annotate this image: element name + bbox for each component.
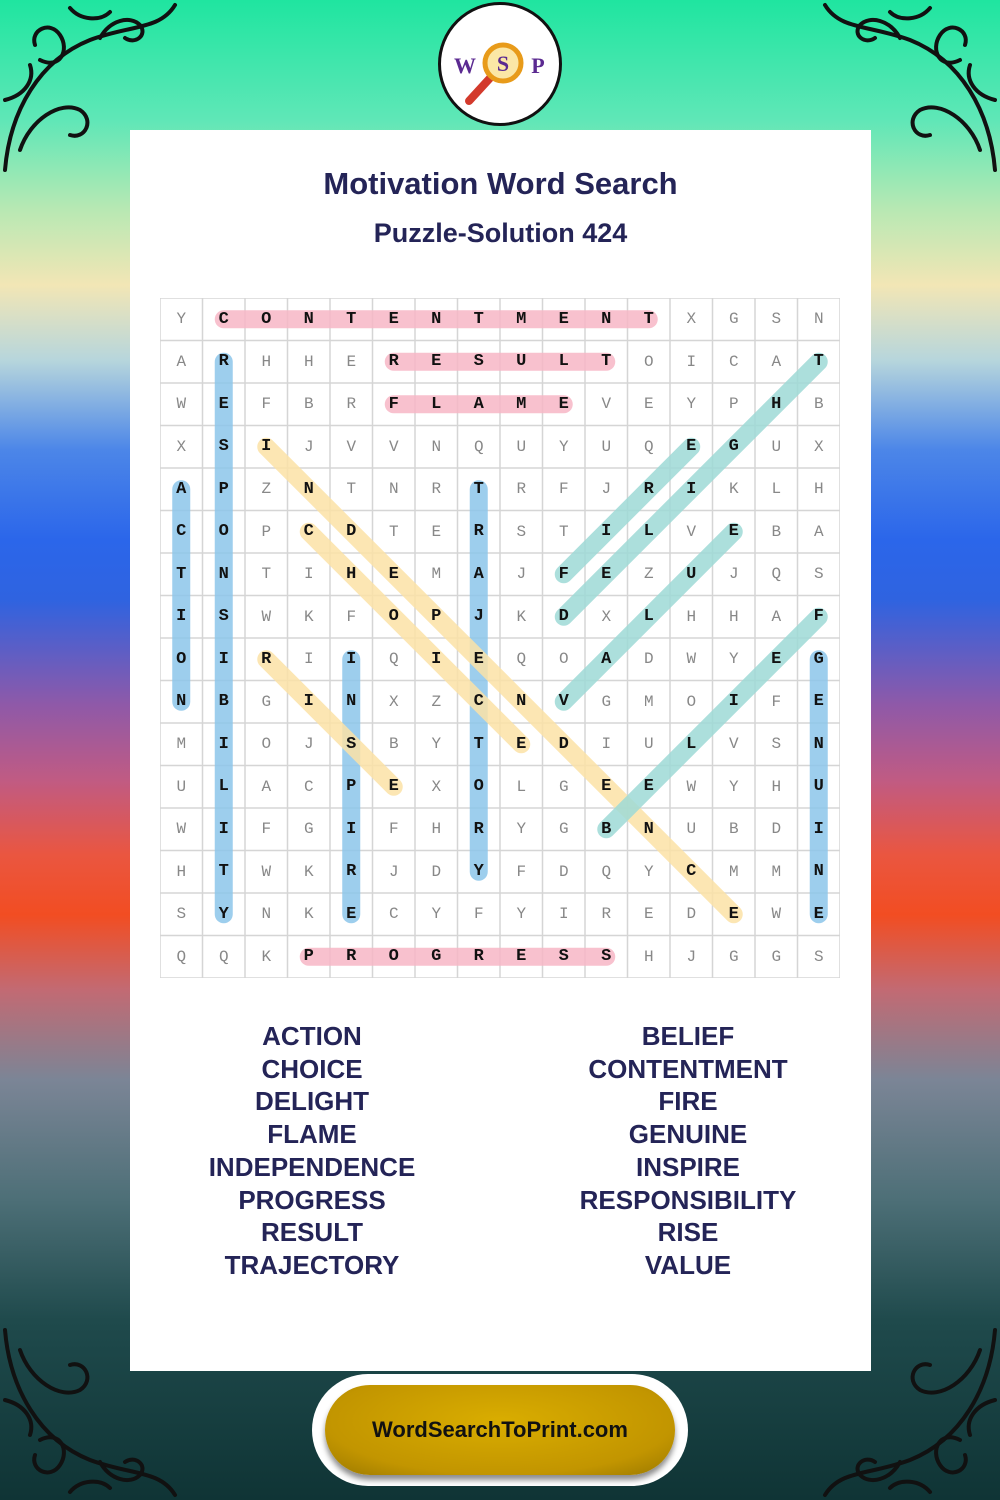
grid-cell[interactable]: T xyxy=(473,479,484,499)
grid-cell[interactable]: Y xyxy=(643,862,654,881)
grid-cell[interactable]: A xyxy=(813,522,824,541)
logo-letter-w: W xyxy=(454,53,476,78)
grid-cell[interactable]: P xyxy=(218,479,229,499)
grid-cell[interactable]: C xyxy=(686,862,697,882)
grid-cell[interactable]: M xyxy=(643,692,654,711)
word-list-item: BELIEF xyxy=(641,1021,735,1051)
grid-cell[interactable]: I xyxy=(303,565,314,584)
grid-cell[interactable]: S xyxy=(771,735,782,754)
grid-cell[interactable]: V xyxy=(346,437,357,456)
grid-cell[interactable]: T xyxy=(813,352,824,372)
grid-cell[interactable]: F xyxy=(813,607,824,627)
grid-cell[interactable]: M xyxy=(771,862,782,881)
grid-cell[interactable]: O xyxy=(473,777,484,797)
grid-cell[interactable]: C xyxy=(176,522,187,542)
grid-cell[interactable]: V xyxy=(601,395,612,414)
grid-cell[interactable]: N xyxy=(303,309,314,329)
grid-cell[interactable]: E xyxy=(728,522,739,542)
grid-cell[interactable]: A xyxy=(176,479,187,499)
grid-cell[interactable]: Q xyxy=(643,437,654,456)
grid-cell[interactable]: N xyxy=(431,309,442,329)
grid-cell[interactable]: G xyxy=(303,820,314,839)
grid-cell[interactable]: R xyxy=(218,352,229,372)
magnifier-icon xyxy=(441,5,559,123)
puzzle-card xyxy=(130,130,871,1371)
grid-cell[interactable]: T xyxy=(473,309,484,329)
grid-cell[interactable]: D xyxy=(558,607,569,627)
grid-cell[interactable]: O xyxy=(388,947,399,967)
grid-cell[interactable]: E xyxy=(558,309,569,329)
grid-cell[interactable]: L xyxy=(516,777,527,796)
grid-cell[interactable]: G xyxy=(813,649,824,669)
grid-cell[interactable]: R xyxy=(261,649,272,669)
grid-cell[interactable]: U xyxy=(686,564,697,584)
grid-cell[interactable]: E xyxy=(346,904,357,924)
grid-cell[interactable]: R xyxy=(601,905,612,924)
grid-cell[interactable]: I xyxy=(218,734,229,754)
grid-cell[interactable]: G xyxy=(261,692,272,711)
grid-cell[interactable]: N xyxy=(218,564,229,584)
grid-cell[interactable]: B xyxy=(728,820,739,839)
grid-cell[interactable]: E xyxy=(813,692,824,712)
grid-cell[interactable]: E xyxy=(346,352,357,371)
grid-cell[interactable]: Y xyxy=(686,395,697,414)
grid-cell[interactable]: R xyxy=(473,947,484,967)
grid-cell[interactable]: E xyxy=(643,905,654,924)
grid-cell[interactable]: E xyxy=(728,904,739,924)
grid-cell[interactable]: E xyxy=(388,564,399,584)
grid-cell[interactable]: I xyxy=(176,607,187,627)
grid-cell[interactable]: K xyxy=(303,862,314,881)
grid-cell[interactable]: A xyxy=(473,564,484,584)
grid-cell[interactable]: A xyxy=(771,607,782,626)
grid-cell[interactable]: D xyxy=(558,862,569,881)
grid-cell[interactable]: P xyxy=(728,395,739,414)
grid-cell[interactable]: W xyxy=(771,905,782,924)
grid-cell[interactable]: U xyxy=(176,777,187,796)
grid-cell[interactable]: X xyxy=(813,437,824,456)
grid-cell[interactable]: F xyxy=(388,820,399,839)
grid-cell[interactable]: H xyxy=(771,394,782,414)
grid-cell[interactable]: M xyxy=(516,394,527,414)
grid-cell[interactable]: W xyxy=(686,650,697,669)
grid-cell[interactable]: X xyxy=(686,310,697,329)
grid-cell[interactable]: H xyxy=(771,777,782,796)
grid-cell[interactable]: M xyxy=(728,862,739,881)
grid-cell[interactable]: W xyxy=(261,607,272,626)
grid-cell[interactable]: Y xyxy=(176,310,187,329)
grid-cell[interactable]: R xyxy=(473,819,484,839)
grid-cell[interactable]: X xyxy=(601,607,612,626)
grid-cell[interactable]: S xyxy=(218,607,229,627)
grid-cell[interactable]: F xyxy=(261,820,272,839)
grid-cell[interactable]: N xyxy=(813,734,824,754)
word-list-item: GENUINE xyxy=(628,1119,748,1150)
word-list-item: RESPONSIBILITY xyxy=(579,1184,797,1215)
grid-cell[interactable]: R xyxy=(346,947,357,967)
grid-cell[interactable]: G xyxy=(431,947,442,967)
grid-cell[interactable]: R xyxy=(346,862,357,882)
grid-cell[interactable]: I xyxy=(558,905,569,924)
grid-cell[interactable]: A xyxy=(771,352,782,371)
grid-cell[interactable]: S xyxy=(558,947,569,967)
grid-cell[interactable]: R xyxy=(388,352,399,372)
grid-cell[interactable]: U xyxy=(516,352,527,372)
grid-cell[interactable]: N xyxy=(516,692,527,712)
grid-cell[interactable]: G xyxy=(728,437,739,457)
grid-cell[interactable]: Q xyxy=(176,947,187,966)
grid-cell[interactable]: Q xyxy=(388,650,399,669)
grid-cell[interactable]: E xyxy=(601,564,612,584)
page-subtitle: Puzzle-Solution 424 xyxy=(373,218,628,248)
grid-cell[interactable]: L xyxy=(431,394,442,414)
grid-cell[interactable]: Y xyxy=(218,904,229,924)
grid-cell[interactable]: H xyxy=(431,820,442,839)
grid-cell[interactable]: L xyxy=(643,607,654,627)
grid-cell[interactable]: V xyxy=(388,437,399,456)
grid-cell[interactable]: I xyxy=(813,819,824,839)
grid-cell[interactable]: Y xyxy=(431,905,442,924)
grid-cell[interactable]: C xyxy=(303,777,314,796)
grid-cell[interactable]: J xyxy=(473,607,484,627)
grid-cell[interactable]: O xyxy=(558,650,569,669)
grid-cell[interactable]: E xyxy=(388,309,399,329)
grid-cell[interactable]: K xyxy=(303,607,314,626)
grid-cell[interactable]: Q xyxy=(601,862,612,881)
grid-cell[interactable]: Y xyxy=(431,735,442,754)
grid-cell[interactable]: U xyxy=(813,777,824,797)
grid-cell[interactable]: C xyxy=(303,522,314,542)
grid-cell[interactable]: I xyxy=(346,819,357,839)
grid-cell[interactable]: A xyxy=(261,777,272,796)
grid-cell[interactable]: R xyxy=(473,522,484,542)
grid-cell[interactable]: N xyxy=(261,905,272,924)
grid-cell[interactable]: E xyxy=(601,777,612,797)
grid-cell[interactable]: S xyxy=(176,905,187,924)
grid-cell[interactable]: K xyxy=(261,947,272,966)
grid-cell[interactable]: K xyxy=(303,905,314,924)
word-list-item: ACTION xyxy=(262,1021,362,1051)
grid-cell[interactable]: B xyxy=(388,735,399,754)
grid-cell[interactable]: Z xyxy=(261,480,272,499)
grid-cell[interactable]: O xyxy=(643,352,654,371)
grid-cell[interactable]: B xyxy=(771,522,782,541)
grid-cell[interactable]: E xyxy=(771,649,782,669)
grid-cell[interactable]: R xyxy=(516,480,527,499)
grid-cell[interactable]: P xyxy=(346,777,357,797)
grid-cell[interactable]: I xyxy=(686,352,697,371)
grid-cell[interactable]: I xyxy=(601,735,612,754)
grid-cell[interactable]: H xyxy=(261,352,272,371)
grid-cell[interactable]: D xyxy=(643,650,654,669)
grid-cell[interactable]: Y xyxy=(516,820,527,839)
grid-cell[interactable]: B xyxy=(303,395,314,414)
grid-cell[interactable]: U xyxy=(643,735,654,754)
grid-cell[interactable]: N xyxy=(643,819,654,839)
grid-cell[interactable]: S xyxy=(601,947,612,967)
grid-cell[interactable]: H xyxy=(643,947,654,966)
grid-cell[interactable]: H xyxy=(346,564,357,584)
grid-cell[interactable]: T xyxy=(643,309,654,329)
word-list-item: RISE xyxy=(657,1217,719,1248)
grid-cell[interactable]: K xyxy=(516,607,527,626)
grid-cell[interactable]: I xyxy=(686,479,697,499)
grid-cell[interactable]: G xyxy=(728,310,739,329)
grid-cell[interactable]: B xyxy=(601,819,612,839)
grid-cell[interactable]: B xyxy=(218,692,229,712)
grid-cell[interactable]: N xyxy=(813,310,824,329)
grid-cell[interactable]: M xyxy=(516,309,527,329)
grid-cell[interactable]: L xyxy=(643,522,654,542)
grid-cell[interactable]: G xyxy=(771,947,782,966)
grid-cell[interactable]: T xyxy=(601,352,612,372)
grid-cell[interactable]: C xyxy=(218,309,229,329)
word-list-item: TRAJECTORY xyxy=(224,1249,400,1280)
grid-cell[interactable]: E xyxy=(686,437,697,457)
grid-cell[interactable]: X xyxy=(388,692,399,711)
grid-cell[interactable]: Q xyxy=(771,565,782,584)
grid-cell[interactable]: K xyxy=(728,480,739,499)
grid-cell[interactable]: Y xyxy=(473,862,484,882)
grid-cell[interactable]: E xyxy=(813,904,824,924)
grid-cell[interactable]: S xyxy=(218,437,229,457)
grid-cell[interactable]: N xyxy=(346,692,357,712)
grid-cell[interactable]: F xyxy=(388,394,399,414)
grid-cell[interactable]: A xyxy=(473,394,484,414)
grid-cell[interactable]: S xyxy=(813,947,824,966)
grid-cell[interactable]: O xyxy=(176,649,187,669)
grid-cell[interactable]: G xyxy=(558,777,569,796)
grid-cell[interactable]: X xyxy=(431,777,442,796)
grid-cell[interactable]: P xyxy=(431,607,442,627)
word-list-item: PROGRESS xyxy=(238,1184,386,1215)
grid-cell[interactable]: H xyxy=(303,352,314,371)
grid-cell[interactable]: W xyxy=(176,395,187,414)
word-list-right xyxy=(538,1020,838,1282)
grid-cell[interactable]: T xyxy=(473,734,484,754)
grid-cell[interactable]: O xyxy=(388,607,399,627)
grid-cell[interactable]: E xyxy=(431,522,442,541)
grid-cell[interactable]: E xyxy=(516,947,527,967)
logo-letter-p: P xyxy=(531,53,545,78)
grid-cell[interactable]: J xyxy=(303,735,314,754)
grid-cell[interactable]: I xyxy=(431,649,442,669)
grid-cell[interactable]: D xyxy=(346,522,357,542)
grid-cell[interactable]: T xyxy=(261,565,272,584)
grid-cell[interactable]: Y xyxy=(728,777,739,796)
grid-cell[interactable]: N xyxy=(176,692,187,712)
grid-cell[interactable]: L xyxy=(218,777,229,797)
grid-cell[interactable]: T xyxy=(218,862,229,882)
grid-cell[interactable]: H xyxy=(176,862,187,881)
word-list-item: RESULT xyxy=(260,1217,364,1248)
grid-cell[interactable]: N xyxy=(388,480,399,499)
grid-cell[interactable]: I xyxy=(261,437,272,457)
grid-cell[interactable]: J xyxy=(601,480,612,499)
grid-cell[interactable]: W xyxy=(686,777,697,796)
grid-cell[interactable]: O xyxy=(218,522,229,542)
word-list-item: VALUE xyxy=(644,1249,732,1280)
site-link[interactable]: WordSearchToPrint.com xyxy=(325,1385,675,1475)
grid-cell[interactable]: F xyxy=(473,905,484,924)
grid-cell[interactable]: H xyxy=(728,607,739,626)
grid-cell[interactable]: U xyxy=(771,437,782,456)
grid-cell[interactable]: N xyxy=(601,309,612,329)
word-list-item: CONTENTMENT xyxy=(588,1053,788,1084)
grid-cell[interactable]: M xyxy=(176,735,187,754)
grid-cell[interactable]: J xyxy=(728,565,739,584)
word-list-item: INDEPENDENCE xyxy=(208,1151,416,1182)
grid-cell[interactable]: A xyxy=(601,649,612,669)
grid-cell[interactable]: E xyxy=(558,394,569,414)
grid-cell[interactable]: I xyxy=(218,649,229,669)
grid-cell[interactable]: R xyxy=(431,480,442,499)
grid-cell[interactable]: I xyxy=(303,692,314,712)
grid-cell[interactable]: R xyxy=(346,395,357,414)
grid-cell[interactable]: Q xyxy=(473,437,484,456)
grid-cell[interactable]: V xyxy=(558,692,569,712)
grid-cell[interactable]: J xyxy=(686,947,697,966)
grid-cell[interactable]: F xyxy=(558,480,569,499)
grid-cell[interactable]: C xyxy=(728,352,739,371)
grid-cell[interactable]: E xyxy=(516,734,527,754)
grid-cell[interactable]: C xyxy=(473,692,484,712)
grid-cell[interactable]: N xyxy=(813,862,824,882)
grid-cell[interactable]: L xyxy=(558,352,569,372)
grid-cell[interactable]: I xyxy=(601,522,612,542)
grid-cell[interactable]: S xyxy=(771,310,782,329)
grid-cell[interactable]: F xyxy=(558,564,569,584)
grid-cell[interactable]: B xyxy=(813,395,824,414)
site-badge xyxy=(312,1374,688,1486)
grid-cell[interactable]: U xyxy=(516,437,527,456)
word-list-item: FIRE xyxy=(658,1086,718,1117)
word-list-item: DELIGHT xyxy=(254,1086,370,1117)
grid-cell[interactable]: S xyxy=(473,352,484,372)
grid-cell[interactable]: W xyxy=(176,820,187,839)
grid-cell[interactable]: X xyxy=(176,437,187,456)
grid-cell[interactable]: T xyxy=(388,522,399,541)
grid-cell[interactable]: I xyxy=(303,650,314,669)
grid-cell[interactable]: G xyxy=(728,947,739,966)
grid-cell[interactable]: Q xyxy=(218,947,229,966)
grid-cell[interactable]: E xyxy=(218,394,229,414)
grid-cell[interactable]: U xyxy=(601,437,612,456)
puzzle-grid xyxy=(160,298,840,978)
grid-cell[interactable]: E xyxy=(431,352,442,372)
grid-cell[interactable]: D xyxy=(431,862,442,881)
grid-cell[interactable]: I xyxy=(218,819,229,839)
word-list-item: INSPIRE xyxy=(635,1151,741,1182)
grid-cell[interactable]: D xyxy=(771,820,782,839)
grid-cell[interactable]: J xyxy=(388,862,399,881)
grid-cell[interactable]: E xyxy=(388,777,399,797)
letter-grid xyxy=(160,298,840,978)
wsp-logo xyxy=(438,2,562,126)
grid-cell[interactable]: R xyxy=(643,479,654,499)
grid-cell[interactable]: D xyxy=(558,734,569,754)
grid-cell[interactable]: E xyxy=(473,649,484,669)
grid-cell[interactable]: E xyxy=(643,395,654,414)
grid-cell[interactable]: Z xyxy=(431,692,442,711)
grid-cell[interactable]: T xyxy=(558,522,569,541)
grid-cell[interactable]: W xyxy=(261,862,272,881)
grid-cell[interactable]: E xyxy=(643,777,654,797)
grid-cell[interactable]: V xyxy=(728,735,739,754)
word-list-item: FLAME xyxy=(267,1119,357,1150)
word-list-left xyxy=(162,1020,462,1282)
grid-cell[interactable]: D xyxy=(686,905,697,924)
word-list-item: CHOICE xyxy=(261,1053,363,1084)
grid-cell[interactable]: J xyxy=(303,437,314,456)
grid-cell[interactable]: U xyxy=(686,820,697,839)
grid-cell[interactable]: F xyxy=(261,395,272,414)
grid-cell[interactable]: F xyxy=(771,692,782,711)
grid-cell[interactable]: S xyxy=(813,565,824,584)
grid-cell[interactable]: F xyxy=(516,862,527,881)
grid-cell[interactable]: Z xyxy=(643,565,654,584)
grid-cell[interactable]: H xyxy=(813,480,824,499)
grid-cell[interactable]: O xyxy=(261,309,272,329)
grid-cell[interactable]: N xyxy=(431,437,442,456)
grid-cell[interactable]: L xyxy=(686,734,697,754)
page-title: Motivation Word Search xyxy=(323,166,678,201)
grid-cell[interactable]: Y xyxy=(728,650,739,669)
grid-cell[interactable]: T xyxy=(346,309,357,329)
grid-cell[interactable]: Y xyxy=(516,905,527,924)
grid-cell[interactable]: I xyxy=(346,649,357,669)
grid-cell[interactable]: A xyxy=(176,352,187,371)
grid-cell[interactable]: N xyxy=(303,479,314,499)
grid-cell[interactable]: P xyxy=(261,522,272,541)
grid-cell[interactable]: O xyxy=(261,735,272,754)
grid-cell[interactable]: S xyxy=(346,734,357,754)
grid-cell[interactable]: S xyxy=(516,522,527,541)
grid-cell[interactable]: V xyxy=(686,522,697,541)
grid-cell[interactable]: T xyxy=(346,480,357,499)
grid-cell[interactable]: L xyxy=(771,480,782,499)
grid-cell[interactable]: G xyxy=(601,692,612,711)
grid-cell[interactable]: J xyxy=(516,565,527,584)
logo-letter-s: S xyxy=(496,51,510,76)
grid-cell[interactable]: Y xyxy=(558,437,569,456)
grid-cell[interactable]: H xyxy=(686,607,697,626)
grid-cell[interactable]: C xyxy=(388,905,399,924)
grid-cell[interactable]: F xyxy=(346,607,357,626)
grid-cell[interactable]: G xyxy=(558,820,569,839)
grid-cell[interactable]: O xyxy=(686,692,697,711)
grid-cell[interactable]: P xyxy=(303,947,314,967)
grid-cell[interactable]: T xyxy=(176,564,187,584)
grid-cell[interactable]: I xyxy=(728,692,739,712)
grid-cell[interactable]: Q xyxy=(516,650,527,669)
grid-cell[interactable]: M xyxy=(431,565,442,584)
